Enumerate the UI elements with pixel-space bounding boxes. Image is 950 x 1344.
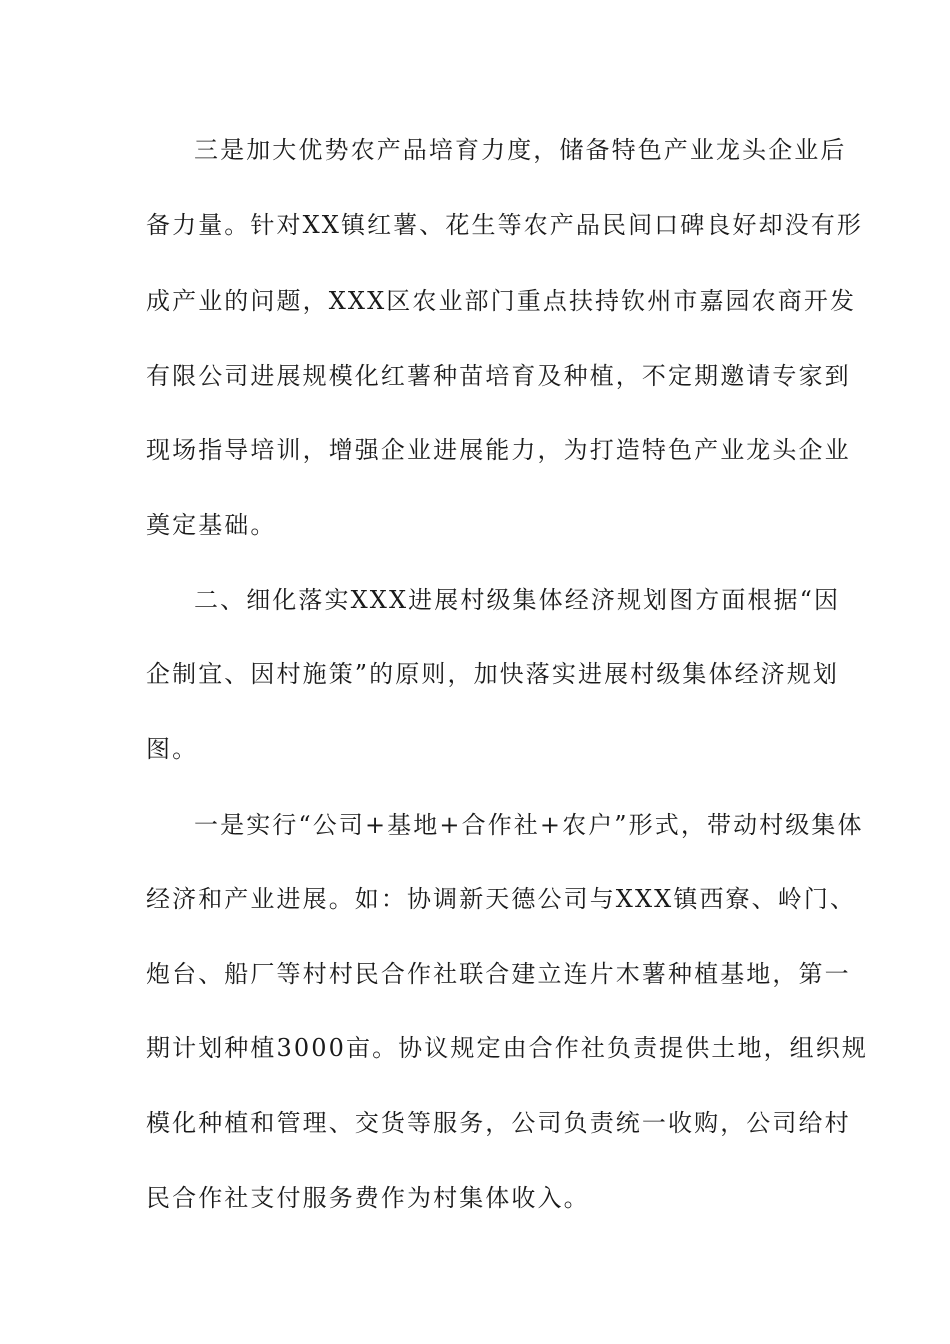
paragraph-3-line-4: 期计划种植3000亩。协议规定由合作社负责提供土地，组织规 xyxy=(146,1034,868,1062)
paragraph-1-line-6: 奠定基础。 xyxy=(146,511,277,539)
paragraph-2-line-2: 企制宜、因村施策”的原则，加快落实进展村级集体经济规划 xyxy=(146,660,839,688)
paragraph-1-line-2: 备力量。针对XX镇红薯、花生等农产品民间口碑良好却没有形 xyxy=(146,211,863,239)
paragraph-3-line-1: 一是实行“公司+基地+合作社+农户”形式，带动村级集体 xyxy=(194,811,864,839)
paragraph-1-line-4: 有限公司进展规模化红薯种苗培育及种植，不定期邀请专家到 xyxy=(146,362,851,390)
paragraph-1-line-1: 三是加大优势农产品培育力度，储备特色产业龙头企业后 xyxy=(194,136,847,164)
paragraph-3-line-2: 经济和产业进展。如：协调新天德公司与XXX镇西寮、岭门、 xyxy=(146,885,857,913)
paragraph-1-line-3: 成产业的问题，XXX区农业部门重点扶持钦州市嘉园农商开发 xyxy=(146,287,857,315)
paragraph-3-line-5: 模化种植和管理、交货等服务，公司负责统一收购，公司给村 xyxy=(146,1109,851,1137)
paragraph-3-line-6: 民合作社支付服务费作为村集体收入。 xyxy=(146,1184,590,1212)
paragraph-3-line-3: 炮台、船厂等村村民合作社联合建立连片木薯种植基地，第一 xyxy=(146,960,851,988)
paragraph-2-line-3: 图。 xyxy=(146,735,199,763)
paragraph-1-line-5: 现场指导培训，增强企业进展能力，为打造特色产业龙头企业 xyxy=(146,436,851,464)
paragraph-2-line-1: 二、细化落实XXX进展村级集体经济规划图方面根据“因 xyxy=(194,586,841,614)
